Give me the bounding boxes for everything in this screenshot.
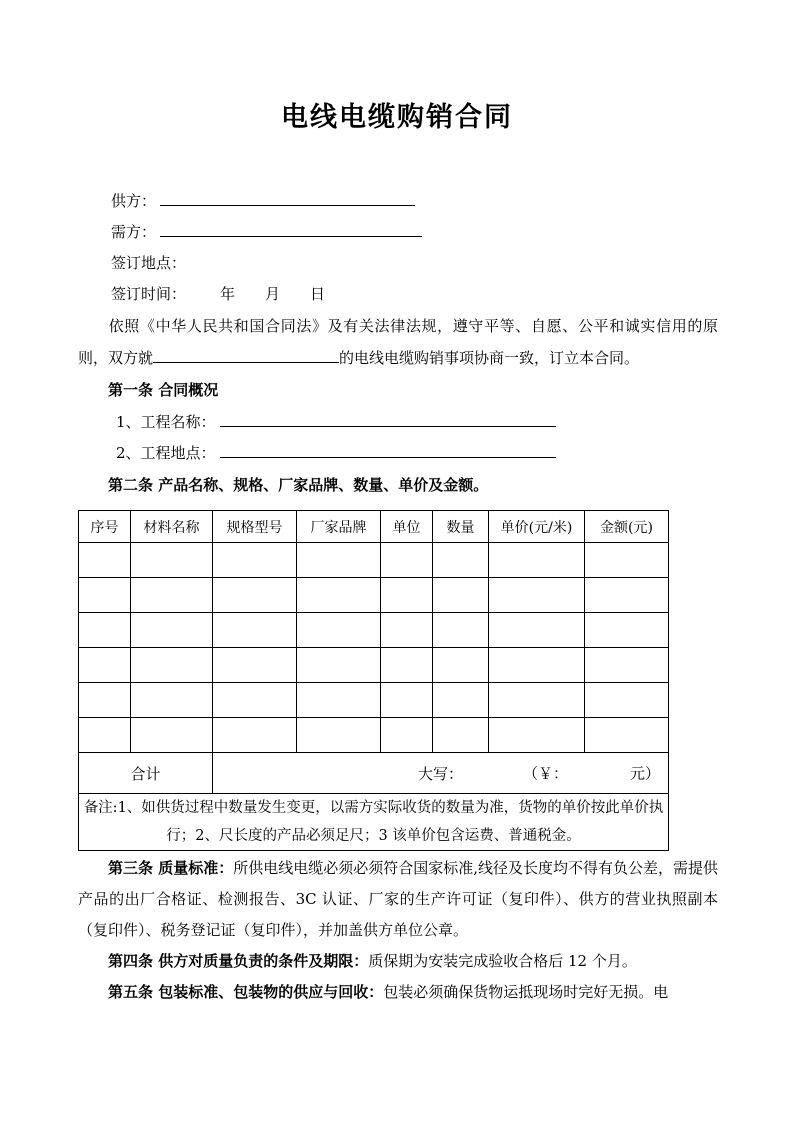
- cell-index[interactable]: [79, 578, 131, 613]
- cell-amount[interactable]: [585, 543, 669, 578]
- cell-brand[interactable]: [297, 683, 381, 718]
- cell-quantity[interactable]: [433, 613, 489, 648]
- cell-quantity[interactable]: [433, 543, 489, 578]
- cell-quantity[interactable]: [433, 648, 489, 683]
- currency-close-label: 元）: [629, 764, 660, 783]
- article5-heading: 第五条 包装标准、包装物的供应与回收：: [108, 983, 384, 1001]
- total-label: 合计: [79, 753, 213, 794]
- column-header-unit-price: 单价(元/米): [489, 511, 585, 543]
- cell-unit[interactable]: [381, 613, 433, 648]
- goods-table: [78, 510, 669, 851]
- table-row[interactable]: [79, 543, 669, 578]
- cell-material[interactable]: [131, 683, 213, 718]
- buyer-label: 需方：: [111, 223, 157, 241]
- cell-index[interactable]: [79, 613, 131, 648]
- cell-unit-price[interactable]: [489, 613, 585, 648]
- project-location-blank[interactable]: [220, 440, 556, 458]
- table-row[interactable]: [79, 683, 669, 718]
- sign-place-label: 签订地点：: [111, 254, 187, 272]
- cell-spec[interactable]: [213, 613, 297, 648]
- notes-row: [79, 794, 669, 851]
- year-label: 年: [220, 285, 236, 303]
- sign-time-label: 签订时间：: [111, 285, 187, 303]
- cell-unit-price[interactable]: [489, 683, 585, 718]
- total-amount-cell[interactable]: [213, 753, 669, 794]
- table-row[interactable]: [79, 718, 669, 753]
- article4-heading: 第四条 供方对质量负责的条件及期限：: [108, 952, 369, 970]
- preamble-paragraph: [78, 310, 718, 374]
- column-header-amount: 金额(元): [585, 511, 669, 543]
- cell-unit[interactable]: [381, 543, 433, 578]
- column-header-unit: 单位: [381, 511, 433, 543]
- article5-text: 包装必须确保货物运抵现场时完好无损。电: [383, 983, 669, 1001]
- cell-unit-price[interactable]: [489, 648, 585, 683]
- project-name-label: 1、工程名称：: [116, 413, 216, 431]
- cell-quantity[interactable]: [433, 683, 489, 718]
- table-row[interactable]: [79, 613, 669, 648]
- article1-item-project-location: [78, 438, 718, 469]
- contract-body-bottom: [78, 853, 718, 1008]
- cell-unit-price[interactable]: [489, 543, 585, 578]
- cell-material[interactable]: [131, 543, 213, 578]
- cell-unit[interactable]: [381, 578, 433, 613]
- buyer-field-row: [78, 217, 718, 248]
- article3-text: 所供电线电缆必须必须符合国家标准,线径及长度均不得有负公差，需提供产品的出厂合格证、检测报告、3C 认证、厂家的生产许可证（复印件）、供方的营业执照副本（复印件）、税务登记证（复印件），并加盖供方单位公章。: [78, 859, 719, 939]
- cell-index[interactable]: [79, 718, 131, 753]
- table-notes: 备注:1、如供货过程中数量发生变更，以需方实际收货的数量为准，货物的单价按此单价执行；2、尺长度的产品必须足尺；3 该单价包含运费、普通税金。: [79, 794, 669, 851]
- currency-open-label: （￥：: [522, 764, 568, 783]
- article4-text: 质保期为安装完成验收合格后 12 个月。: [368, 952, 637, 970]
- cell-unit-price[interactable]: [489, 718, 585, 753]
- cell-amount[interactable]: [585, 718, 669, 753]
- goods-table-wrapper: [78, 510, 668, 851]
- column-header-spec: 规格型号: [213, 511, 297, 543]
- cell-material[interactable]: [131, 718, 213, 753]
- article4-paragraph: [78, 946, 718, 977]
- cell-material[interactable]: [131, 648, 213, 683]
- article2-heading: 第二条 产品名称、规格、厂家品牌、数量、单价及金额。: [108, 476, 489, 494]
- cell-spec[interactable]: [213, 683, 297, 718]
- preamble-text-part1: 依照《中华人民共和国合同法》及有关法律法规，遵守平等、自愿、公平和诚实信用的原则，双方就: [78, 317, 718, 367]
- cell-brand[interactable]: [297, 578, 381, 613]
- supplier-field-row: [78, 186, 718, 217]
- sign-place-row: [78, 248, 718, 279]
- preamble-text-part2: 的电线电缆购销事项协商一致，订立本合同。: [339, 349, 640, 367]
- cell-brand[interactable]: [297, 613, 381, 648]
- column-header-material: 材料名称: [131, 511, 213, 543]
- goods-table-header-row: [79, 511, 669, 543]
- day-label: 日: [310, 285, 326, 303]
- total-row: [79, 753, 669, 794]
- supplier-input-blank[interactable]: [160, 188, 415, 206]
- cell-unit[interactable]: [381, 648, 433, 683]
- cell-index[interactable]: [79, 683, 131, 718]
- cell-amount[interactable]: [585, 648, 669, 683]
- cell-spec[interactable]: [213, 648, 297, 683]
- column-header-brand: 厂家品牌: [297, 511, 381, 543]
- cell-spec[interactable]: [213, 718, 297, 753]
- cell-brand[interactable]: [297, 543, 381, 578]
- article3-heading: 第三条 质量标准：: [108, 859, 234, 877]
- column-header-index: 序号: [79, 511, 131, 543]
- cell-spec[interactable]: [213, 578, 297, 613]
- project-location-label: 2、工程地点：: [116, 444, 216, 462]
- column-header-quantity: 数量: [433, 511, 489, 543]
- article1-heading: 第一条 合同概况: [108, 381, 219, 399]
- cell-quantity[interactable]: [433, 718, 489, 753]
- preamble-subject-blank[interactable]: [153, 345, 339, 363]
- cell-material[interactable]: [131, 578, 213, 613]
- cell-index[interactable]: [79, 543, 131, 578]
- cell-material[interactable]: [131, 613, 213, 648]
- month-label: 月: [265, 285, 281, 303]
- cell-amount[interactable]: [585, 613, 669, 648]
- article1-item-project-name: [78, 407, 718, 438]
- contract-body-top: [78, 186, 718, 502]
- cell-index[interactable]: [79, 648, 131, 683]
- article3-paragraph: [78, 853, 718, 946]
- buyer-input-blank[interactable]: [160, 219, 422, 237]
- numeric-amount-group: [523, 763, 660, 784]
- cell-brand[interactable]: [297, 648, 381, 683]
- project-name-blank[interactable]: [220, 409, 556, 427]
- supplier-label: 供方：: [111, 192, 157, 210]
- cell-amount[interactable]: [585, 683, 669, 718]
- cell-spec[interactable]: [213, 543, 297, 578]
- goods-table-body: [79, 543, 669, 851]
- sign-time-row: [78, 279, 718, 310]
- goods-table-head: [79, 511, 669, 543]
- cell-brand[interactable]: [297, 718, 381, 753]
- page-title: 电线电缆购销合同: [281, 102, 513, 133]
- cell-unit[interactable]: [381, 718, 433, 753]
- table-row[interactable]: [79, 578, 669, 613]
- cell-unit-price[interactable]: [489, 578, 585, 613]
- capital-amount-label: 大写：: [417, 764, 463, 783]
- cell-amount[interactable]: [585, 578, 669, 613]
- article5-paragraph: [78, 977, 718, 1008]
- table-row[interactable]: [79, 648, 669, 683]
- cell-unit[interactable]: [381, 683, 433, 718]
- cell-quantity[interactable]: [433, 578, 489, 613]
